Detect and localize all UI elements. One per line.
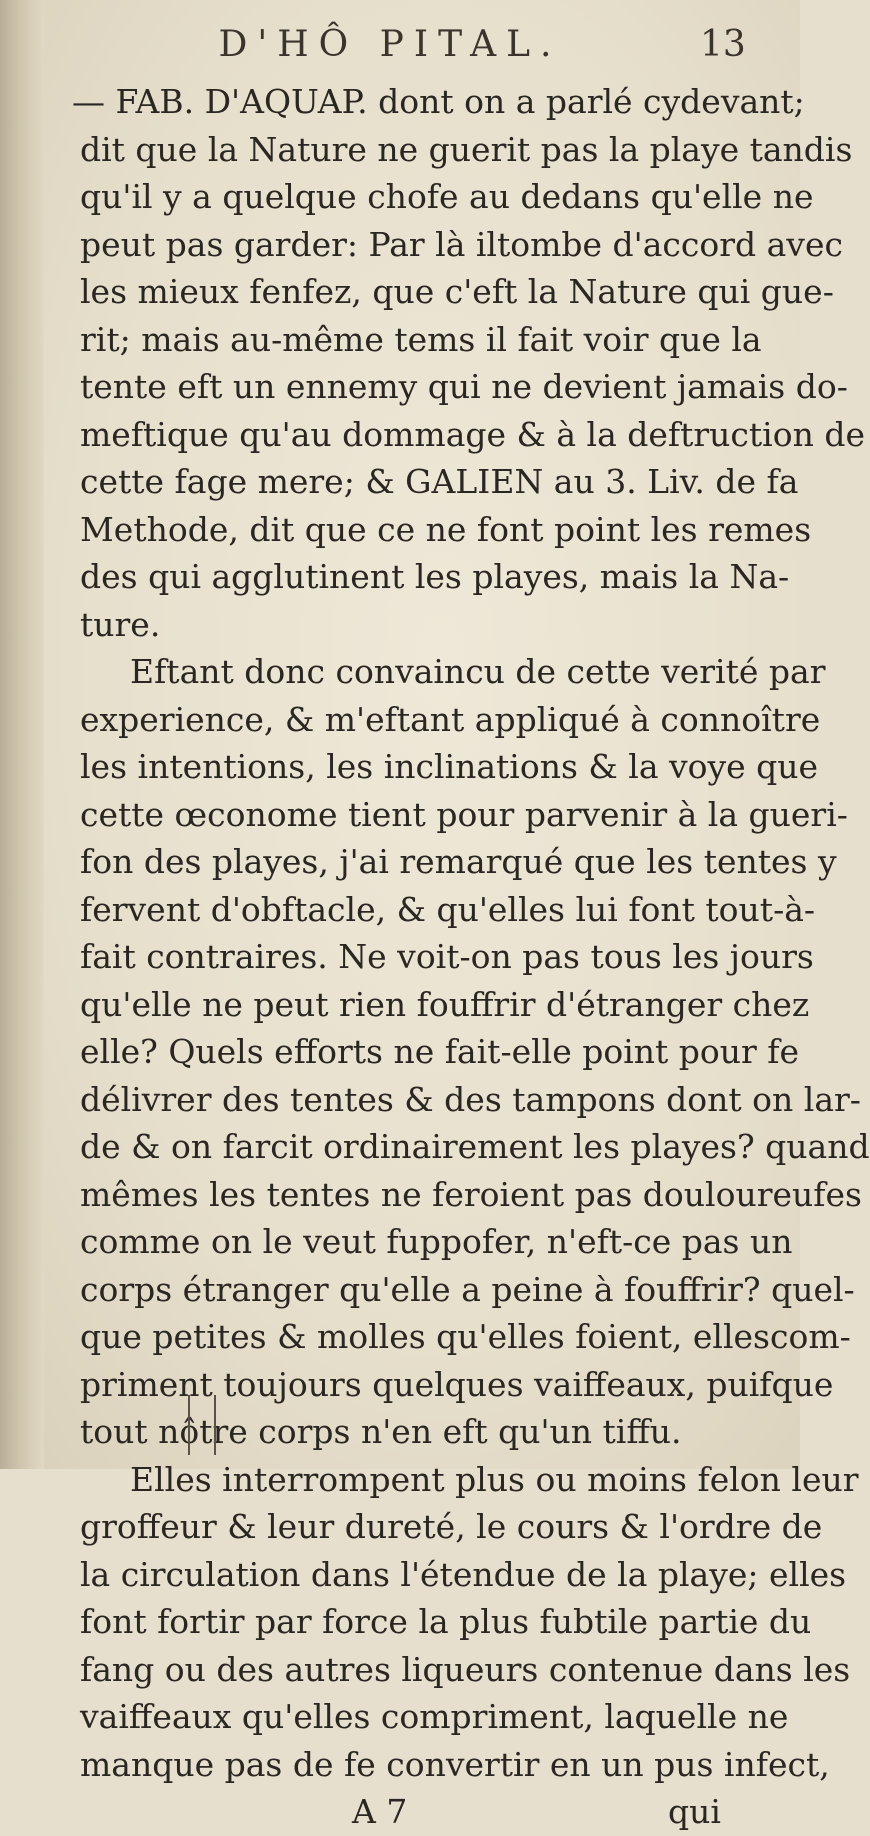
text-line: corps étranger qu'elle a peine à fouffrir? quel- xyxy=(80,1269,855,1309)
text-line: cette fage mere; & GALIEN au 3. Liv. de fa xyxy=(80,462,799,501)
scan-artifact xyxy=(178,1395,190,1455)
text-line: tout nôtre corps n'en eft qu'un tiffu. xyxy=(80,1412,682,1451)
text-line: les mieux fenfez, que c'eft la Nature qui gue- xyxy=(80,272,834,311)
text-line: de & on farcit ordinairement les playes? quand xyxy=(80,1127,870,1166)
text-line: peut pas garder: Par là iltombe d'accord avec xyxy=(80,224,843,264)
page-number: 13 xyxy=(700,24,746,65)
text-line: fang ou des autres liqueurs contenue dans les xyxy=(80,1649,851,1689)
text-line: dit que la Nature ne guerit pas la playe tandis xyxy=(80,129,853,169)
text-line: qu'elle ne peut rien fouffrir d'étranger chez xyxy=(80,984,810,1024)
catchword: qui xyxy=(668,1792,721,1831)
text-line: priment toujours quelques vaiffeaux, puifque xyxy=(80,1364,834,1404)
text-line: font fortir par force la plus fubtile partie du xyxy=(80,1602,812,1641)
page-header xyxy=(0,14,800,74)
text-line: les intentions, les inclinations & la voye que xyxy=(80,747,819,786)
text-line: manque pas de fe convertir en un pus infect, xyxy=(80,1744,830,1784)
text-line: délivrer des tentes & des tampons dont on lar- xyxy=(80,1079,861,1119)
paragraph-start-line: Eftant donc convaincu de cette verité par xyxy=(130,652,826,691)
page-gutter-shadow xyxy=(0,0,44,1469)
text-line: experience, & m'eftant appliqué à connoître xyxy=(80,699,821,739)
running-title: D'HÔ PITAL. xyxy=(218,24,562,65)
text-line: cette œconome tient pour parvenir à la gueri- xyxy=(80,794,848,834)
text-line: fait contraires. Ne voit-on pas tous les jours xyxy=(80,937,814,976)
text-line: elle? Quels efforts ne fait-elle point pour fe xyxy=(80,1032,800,1071)
text-line: Methode, dit que ce ne font point les remes xyxy=(80,509,812,549)
text-line: tente eft un ennemy qui ne devient jamais do- xyxy=(80,367,848,406)
text-line: fon des playes, j'ai remarqué que les tentes y xyxy=(80,842,837,881)
text-line: ture. xyxy=(80,604,161,644)
text-line: des qui agglutinent les playes, mais la Na- xyxy=(80,557,790,596)
text-line: qu'il y a quelque chofe au dedans qu'elle ne xyxy=(80,177,814,216)
text-line: la circulation dans l'étendue de la playe; elles xyxy=(80,1554,847,1594)
text-line: fervent d'obftacle, & qu'elles lui font tout-à- xyxy=(80,889,816,929)
text-line: — FAB. D'AQUAP. dont on a parlé cydevant; xyxy=(72,82,805,121)
text-line: rit; mais au-même tems il fait voir que la xyxy=(80,319,762,359)
scan-artifact xyxy=(204,1395,216,1455)
text-line: mêmes les tentes ne feroient pas douloureufes xyxy=(80,1174,862,1214)
text-line: que petites & molles qu'elles foient, ellescom- xyxy=(80,1317,851,1356)
text-line: meftique qu'au dommage & à la deftruction de xyxy=(80,414,865,454)
footer-line xyxy=(72,1788,772,1836)
text-line: groffeur & leur dureté, le cours & l'ordre de xyxy=(80,1507,823,1546)
signature-mark: A 7 xyxy=(352,1792,408,1831)
body-text xyxy=(72,78,870,1836)
text-line: vaiffeaux qu'elles compriment, laquelle ne xyxy=(80,1697,789,1736)
text-line: comme on le veut fuppofer, n'eft-ce pas un xyxy=(80,1222,793,1261)
paragraph-start-line: Elles interrompent plus ou moins felon leur xyxy=(130,1459,859,1499)
